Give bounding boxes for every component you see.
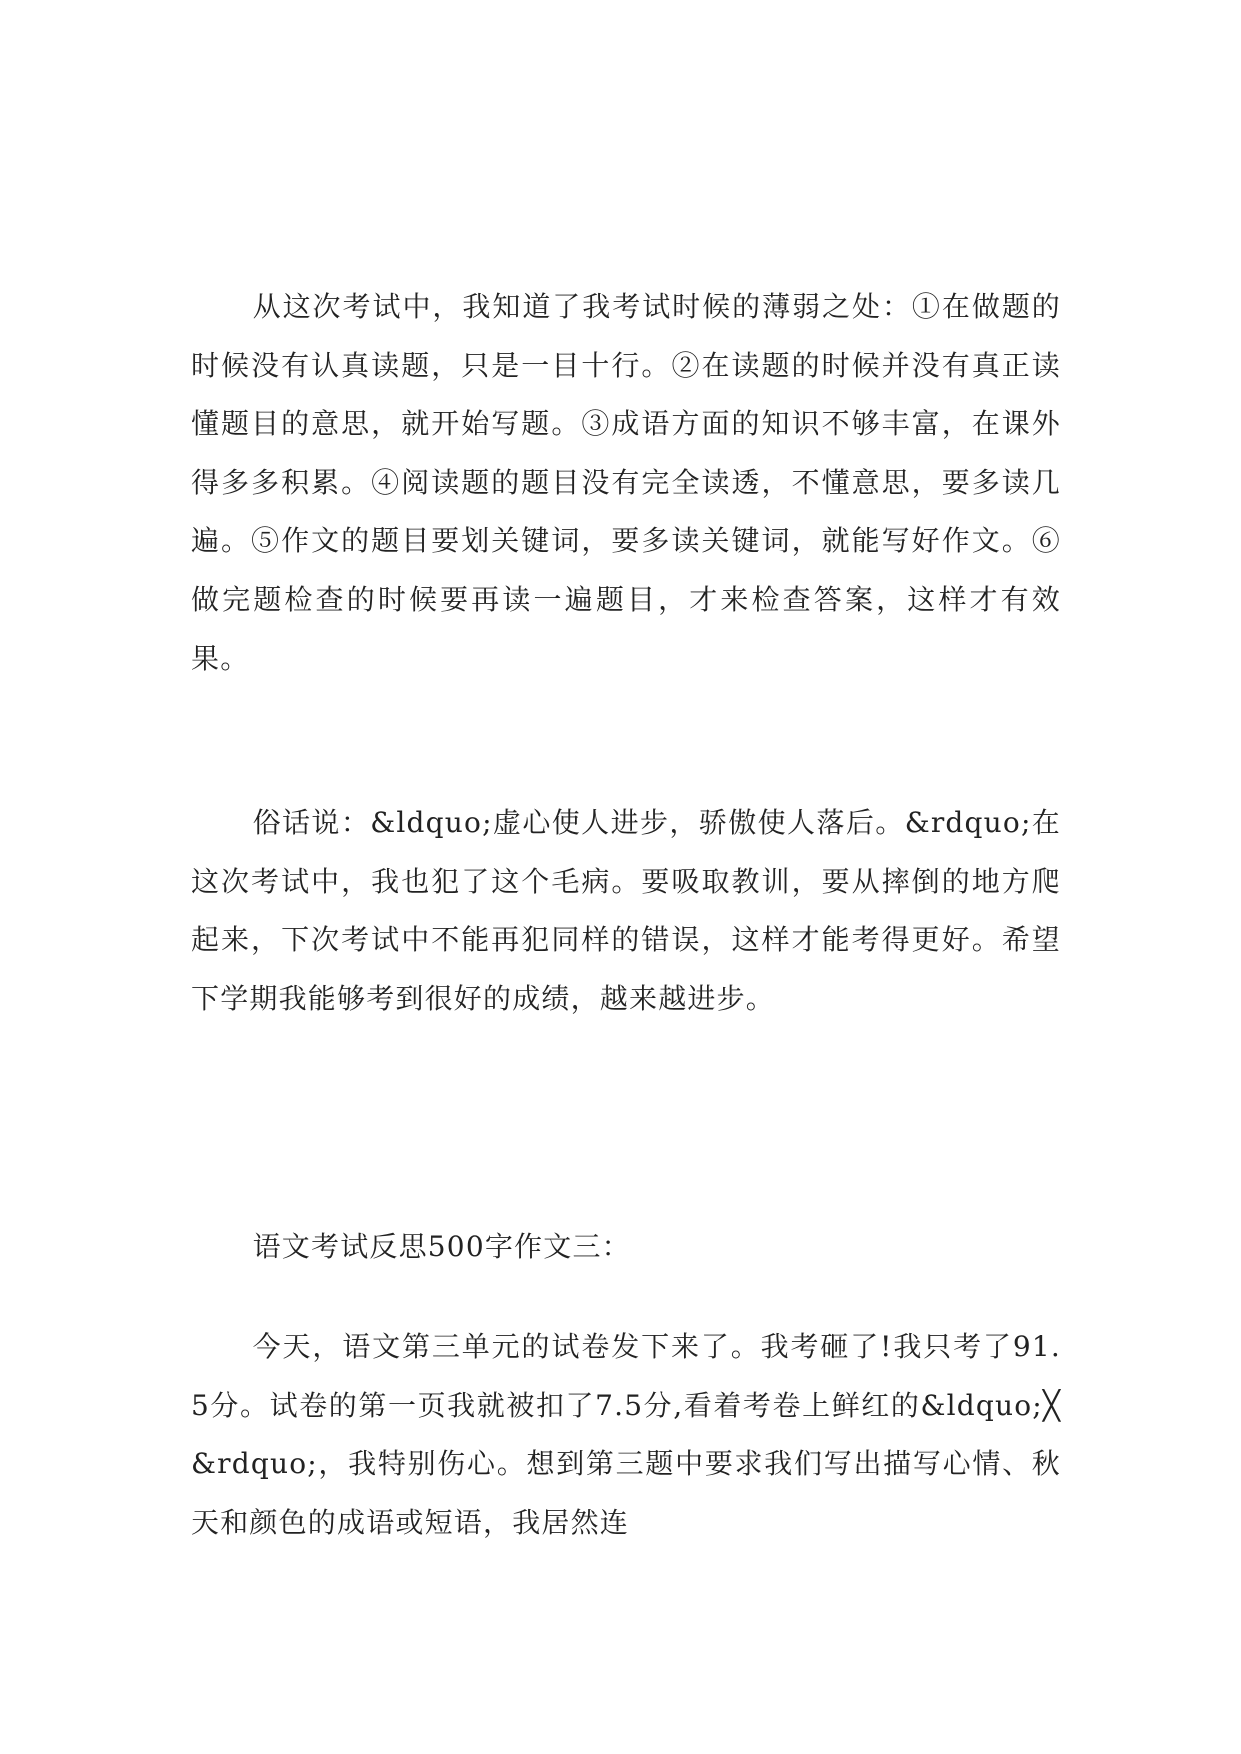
paragraph-exam-weaknesses: 从这次考试中，我知道了我考试时候的薄弱之处：①在做题的时候没有认真读题，只是一目十行。②在读题的时候并没有真正读懂题目的意思，就开始写题。③成语方面的知识不够丰富，在课外得多多积累。④阅读题的题目没有完全读透，不懂意思，要多读几遍。⑤作文的题目要划关键词，要多读关键词，就能写好作文。⑥做完题检查的时候要再读一遍题目，才来检查答案，这样才有效果。 <box>191 290 1061 675</box>
essay-heading: 语文考试反思500字作文三： <box>252 1230 631 1263</box>
paragraph-unit-three-test: 今天，语文第三单元的试卷发下来了。我考砸了!我只考了91.5分。试卷的第一页我就被扣了7.5分,看着考卷上鲜红的&ldquo;╳&rdquo;，我特别伤心。想到第三题中要求我们写出描写心情、秋天和颜色的成语或短语，我居然连 <box>191 1330 1061 1539</box>
paragraph-proverb-lesson: 俗话说：&ldquo;虚心使人进步，骄傲使人落后。&rdquo;在这次考试中，我也犯了这个毛病。要吸取教训，要从摔倒的地方爬起来，下次考试中不能再犯同样的错误，这样才能考得更好。希望下学期我能够考到很好的成绩，越来越进步。 <box>191 806 1061 1015</box>
